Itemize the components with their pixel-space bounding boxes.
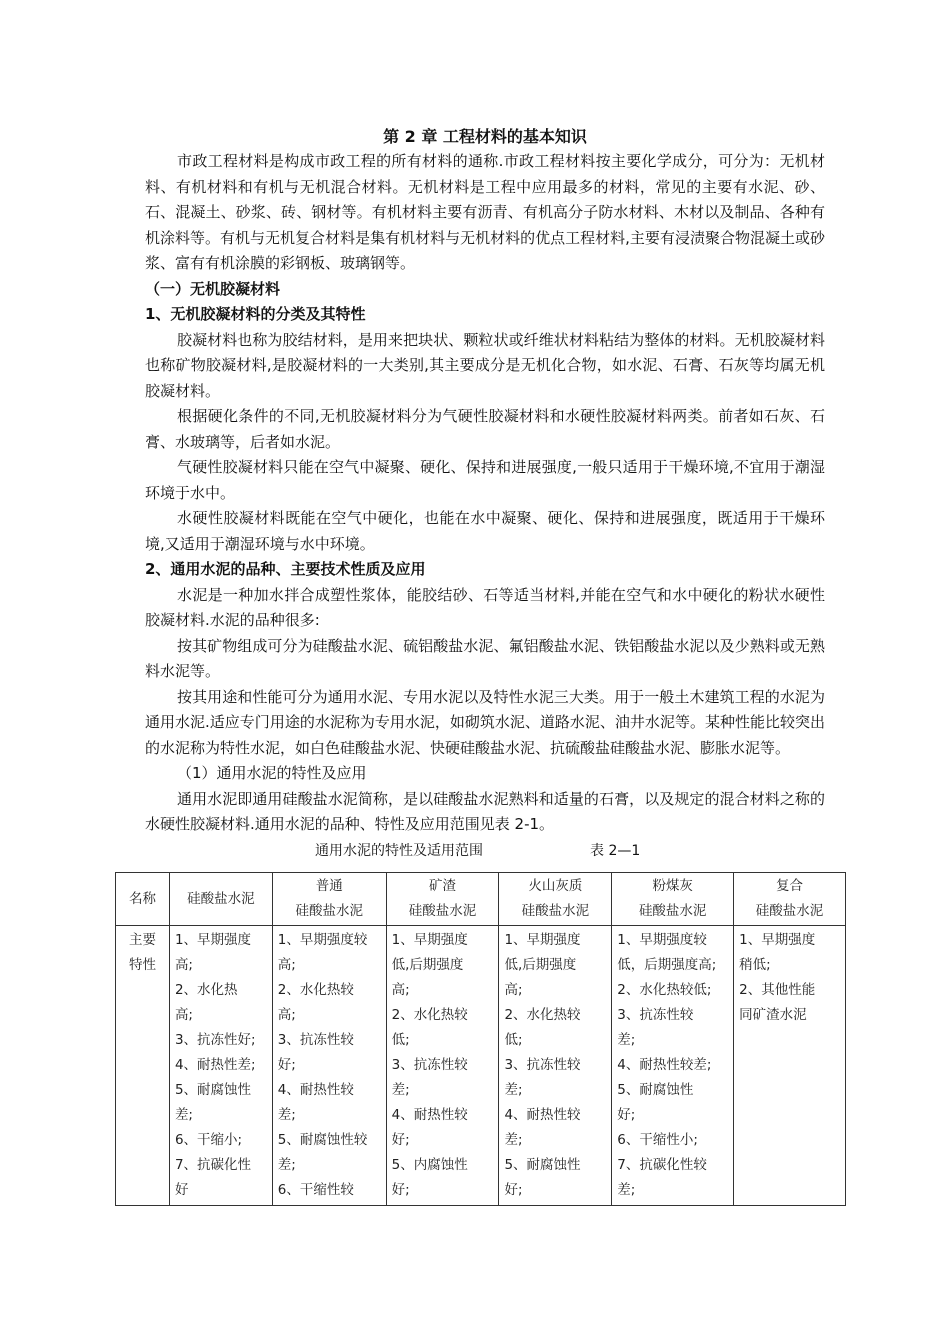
cell-line: 5、耐腐蚀性较 xyxy=(277,1132,368,1148)
paragraph: 通用水泥即通用硅酸盐水泥简称，是以硅酸盐水泥熟料和适量的石膏，以及规定的混合材料之称的水硬性胶凝材料.通用水泥的品种、特性及应用范围见表 2-1。 xyxy=(145,789,825,833)
row-label-cell: 主要 特性 xyxy=(116,926,170,1206)
cell-line: 2、水化热 xyxy=(174,982,238,998)
cell-line: 1、早期强度 xyxy=(391,932,468,948)
cell-line: 低,后期强度 xyxy=(391,957,464,973)
cell-line: 低; xyxy=(504,1032,523,1048)
cell-line: 5、耐腐蚀性 xyxy=(504,1157,581,1173)
cell-line: 差; xyxy=(504,1132,523,1148)
cell-line: 6、干缩小; xyxy=(174,1132,243,1148)
paragraph: 胶凝材料也称为胶结材料，是用来把块状、颗粒状或纤维状材料粘结为整体的材料。无机胶凝材料也称矿物胶凝材料,是胶凝材料的一大类别,其主要成分是无机化合物，如水泥、石膏、石灰等均属无机胶凝材料。 xyxy=(145,330,825,400)
cell-line: 好; xyxy=(391,1182,410,1198)
cell-line: 差; xyxy=(174,1107,193,1123)
table-header-row xyxy=(116,873,846,926)
table-caption-text: 通用水泥的特性及适用范围 xyxy=(315,842,483,859)
cell-line: 4、耐热性较 xyxy=(277,1082,354,1098)
cell-line: 1、早期强度 xyxy=(174,932,252,948)
cell-line: 3、抗冻性较 xyxy=(277,1032,354,1048)
intro-paragraph: 市政工程材料是构成市政工程的所有材料的通称.市政工程材料按主要化学成分，可分为：无机材料、有机材料和有机与无机混合材料。无机材料是工程中应用最多的材料，常见的主要有水泥、砂、石、混凝土、砂浆、砖、钢材等。有机材料主要有沥青、有机高分子防水材料、木材以及制品、各种有机涂料等。有机与无机复合材料是集有机材料与无机材料的优点工程材料,主要有浸渍聚合物混凝土或砂浆、富有有机涂膜的彩钢板、玻璃钢等。 xyxy=(145,152,825,272)
cell-line: 差; xyxy=(277,1157,296,1173)
cell-line: 高; xyxy=(277,1007,296,1023)
cell-line: 5、内腐蚀性 xyxy=(391,1157,468,1173)
cell-line: 低; xyxy=(391,1032,410,1048)
header-cell: 火山灰质 硅酸盐水泥 xyxy=(499,873,612,926)
cell-line: 高; xyxy=(391,982,410,998)
header-cell: 名称 xyxy=(116,873,170,926)
cell-line: 差; xyxy=(617,1032,636,1048)
header-cell: 硅酸盐水泥 xyxy=(169,873,272,926)
section-heading: （一）无机胶凝材料 xyxy=(145,279,281,298)
cell-line: 2、水化热较低; xyxy=(617,982,712,998)
paragraph: 水泥是一种加水拌合成塑性浆体，能胶结砂、石等适当材料,并能在空气和水中硬化的粉状水硬性胶凝材料.水泥的品种很多: xyxy=(145,585,825,629)
table-cell xyxy=(272,926,386,1206)
header-cell: 普通 硅酸盐水泥 xyxy=(272,873,386,926)
cell-line: 3、抗冻性较 xyxy=(617,1007,694,1023)
cell-line: 差; xyxy=(391,1082,410,1098)
cell-line: 4、耐热性差; xyxy=(174,1057,256,1073)
paragraph: 水硬性胶凝材料既能在空气中硬化，也能在水中凝聚、硬化、保持和进展强度，既适用于干燥环境,又适用于潮湿环境与水中环境。 xyxy=(145,509,825,553)
header-cell: 矿渣 硅酸盐水泥 xyxy=(386,873,499,926)
cell-line: 7、抗碳化性较 xyxy=(617,1157,707,1173)
cell-line: 同矿渣水泥 xyxy=(739,1007,807,1023)
cell-line: 6、干缩性小; xyxy=(617,1132,698,1148)
cell-line: 3、抗冻性较 xyxy=(391,1057,468,1073)
cell-line: 高; xyxy=(277,957,296,973)
subsection-heading-1: 1、无机胶凝材料的分类及其特性 xyxy=(145,305,366,323)
table-cell xyxy=(499,926,612,1206)
cell-line: 稍低; xyxy=(739,957,771,973)
table-row xyxy=(116,926,846,1206)
cell-line: 4、耐热性较 xyxy=(391,1107,468,1123)
table-number: 表 2—1 xyxy=(590,842,641,859)
paragraph: 按其矿物组成可分为硅酸盐水泥、硫铝酸盐水泥、氟铝酸盐水泥、铁铝酸盐水泥以及少熟料或无熟料水泥等。 xyxy=(145,636,825,680)
cell-line: 3、抗冻性好; xyxy=(174,1032,256,1048)
subsection-heading-2: 2、通用水泥的品种、主要技术性质及应用 xyxy=(145,560,426,578)
cell-line: 好 xyxy=(174,1182,189,1198)
cell-line: 1、早期强度较 xyxy=(617,932,707,948)
cell-line: 高; xyxy=(174,957,193,973)
cell-line: 高; xyxy=(504,982,523,998)
header-cell: 粉煤灰 硅酸盐水泥 xyxy=(612,873,734,926)
table-cell xyxy=(386,926,499,1206)
document-body xyxy=(145,124,825,863)
cell-line: 1、早期强度 xyxy=(504,932,581,948)
cell-line: 好; xyxy=(617,1107,636,1123)
cell-line: 2、水化热较 xyxy=(504,1007,581,1023)
cell-line: 差; xyxy=(277,1107,296,1123)
header-cell: 复合 硅酸盐水泥 xyxy=(734,873,846,926)
cell-line: 5、耐腐蚀性 xyxy=(617,1082,694,1098)
cell-line: 1、早期强度较 xyxy=(277,932,368,948)
cell-line: 低,后期强度 xyxy=(504,957,577,973)
cell-line: 4、耐热性较差; xyxy=(617,1057,712,1073)
cell-line: 7、抗碳化性 xyxy=(174,1157,252,1173)
list-item-heading: （1）通用水泥的特性及应用 xyxy=(177,764,367,782)
cell-line: 3、抗冻性较 xyxy=(504,1057,581,1073)
cell-line: 5、耐腐蚀性 xyxy=(174,1082,252,1098)
cell-line: 2、水化热较 xyxy=(391,1007,468,1023)
cell-line: 差; xyxy=(504,1082,523,1098)
paragraph: 根据硬化条件的不同,无机胶凝材料分为气硬性胶凝材料和水硬性胶凝材料两类。前者如石灰、石膏、水玻璃等，后者如水泥。 xyxy=(145,407,825,451)
table-caption xyxy=(145,839,825,863)
cell-line: 2、其他性能 xyxy=(739,982,816,998)
table-cell xyxy=(612,926,734,1206)
cell-line: 4、耐热性较 xyxy=(504,1107,581,1123)
cell-line: 好; xyxy=(391,1132,410,1148)
chapter-title: 第 2 章 工程材料的基本知识 xyxy=(383,127,587,146)
cell-line: 高; xyxy=(174,1007,193,1023)
cell-line: 低，后期强度高; xyxy=(617,957,717,973)
cement-properties-table xyxy=(115,872,846,1206)
cell-line: 2、水化热较 xyxy=(277,982,354,998)
paragraph: 气硬性胶凝材料只能在空气中凝聚、硬化、保持和进展强度,一般只适用于干燥环境,不宜用于潮湿环境于水中。 xyxy=(145,458,825,502)
paragraph: 按其用途和性能可分为通用水泥、专用水泥以及特性水泥三大类。用于一般土木建筑工程的水泥为通用水泥.适应专门用途的水泥称为专用水泥，如砌筑水泥、道路水泥、油井水泥等。某种性能比较突出的水泥称为特性水泥，如白色硅酸盐水泥、快硬硅酸盐水泥、抗硫酸盐硅酸盐水泥、膨胀水泥等。 xyxy=(145,687,825,757)
cell-line: 好; xyxy=(504,1182,523,1198)
cell-line: 差; xyxy=(617,1182,636,1198)
table-cell xyxy=(169,926,272,1206)
cell-line: 1、早期强度 xyxy=(739,932,816,948)
table-cell xyxy=(734,926,846,1206)
cell-line: 好; xyxy=(277,1057,296,1073)
cell-line: 6、干缩性较 xyxy=(277,1182,354,1198)
